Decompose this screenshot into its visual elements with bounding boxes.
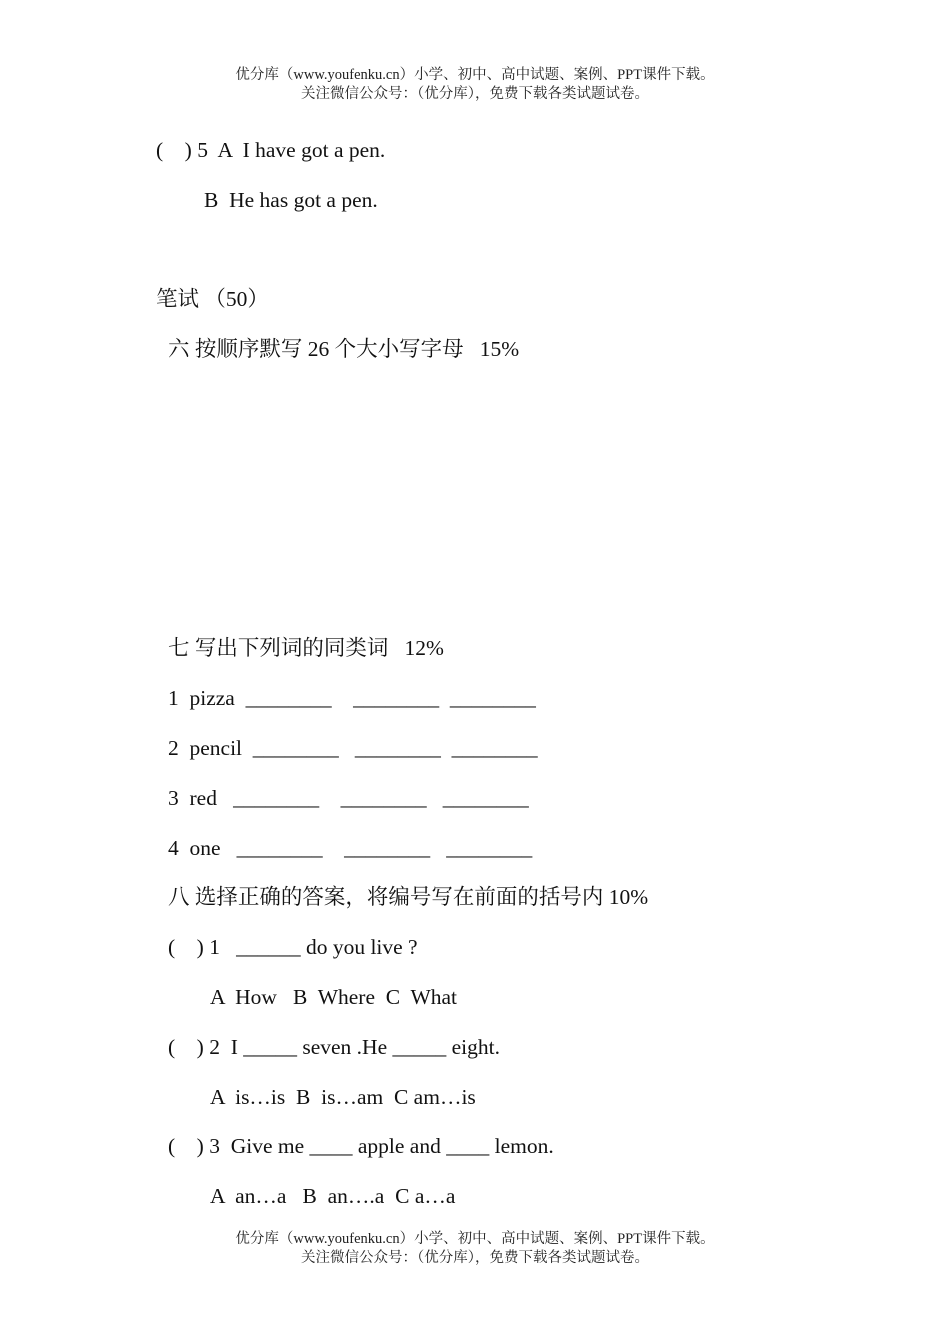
question-5-option-b: B He has got a pen. xyxy=(204,188,378,212)
footer-line-2: 关注微信公众号：（优分库），免费下载各类试题试卷。 xyxy=(301,1250,649,1266)
section-7-item: 4 one ________ ________ ________ xyxy=(168,836,533,860)
section-8-question-2-options: A is…is B is…am C am…is xyxy=(210,1085,476,1109)
section-8-title: 八 选择正确的答案，将编号写在前面的括号内 10% xyxy=(168,885,649,909)
section-7-title: 七 写出下列词的同类词 12% xyxy=(168,636,444,660)
section-7-item: 2 pencil ________ ________ ________ xyxy=(168,736,538,760)
header-line-1: 优分库（www.youfenku.cn）小学、初中、高中试题、案例、PPT课件下载。 xyxy=(235,67,715,83)
question-5-option-a: ( ) 5 A I have got a pen. xyxy=(156,138,386,162)
footer-line-1: 优分库（www.youfenku.cn）小学、初中、高中试题、案例、PPT课件下载。 xyxy=(235,1231,715,1247)
written-test-title: 笔试 （50） xyxy=(156,287,269,311)
section-7-item: 3 red ________ ________ ________ xyxy=(168,786,529,810)
section-8-question-1: ( ) 1 ______ do you live ? xyxy=(168,935,418,959)
section-8-question-3-options: A an…a B an….a C a…a xyxy=(210,1184,456,1208)
section-7-item: 1 pizza ________ ________ ________ xyxy=(168,686,536,710)
section-8-question-1-options: A How B Where C What xyxy=(210,985,458,1009)
header-line-2: 关注微信公众号：（优分库），免费下载各类试题试卷。 xyxy=(301,86,649,102)
section-8-question-2: ( ) 2 I _____ seven .He _____ eight. xyxy=(168,1035,500,1059)
section-8-question-3: ( ) 3 Give me ____ apple and ____ lemon. xyxy=(168,1134,554,1158)
section-6-title: 六 按顺序默写 26 个大小写字母 15% xyxy=(168,337,520,361)
